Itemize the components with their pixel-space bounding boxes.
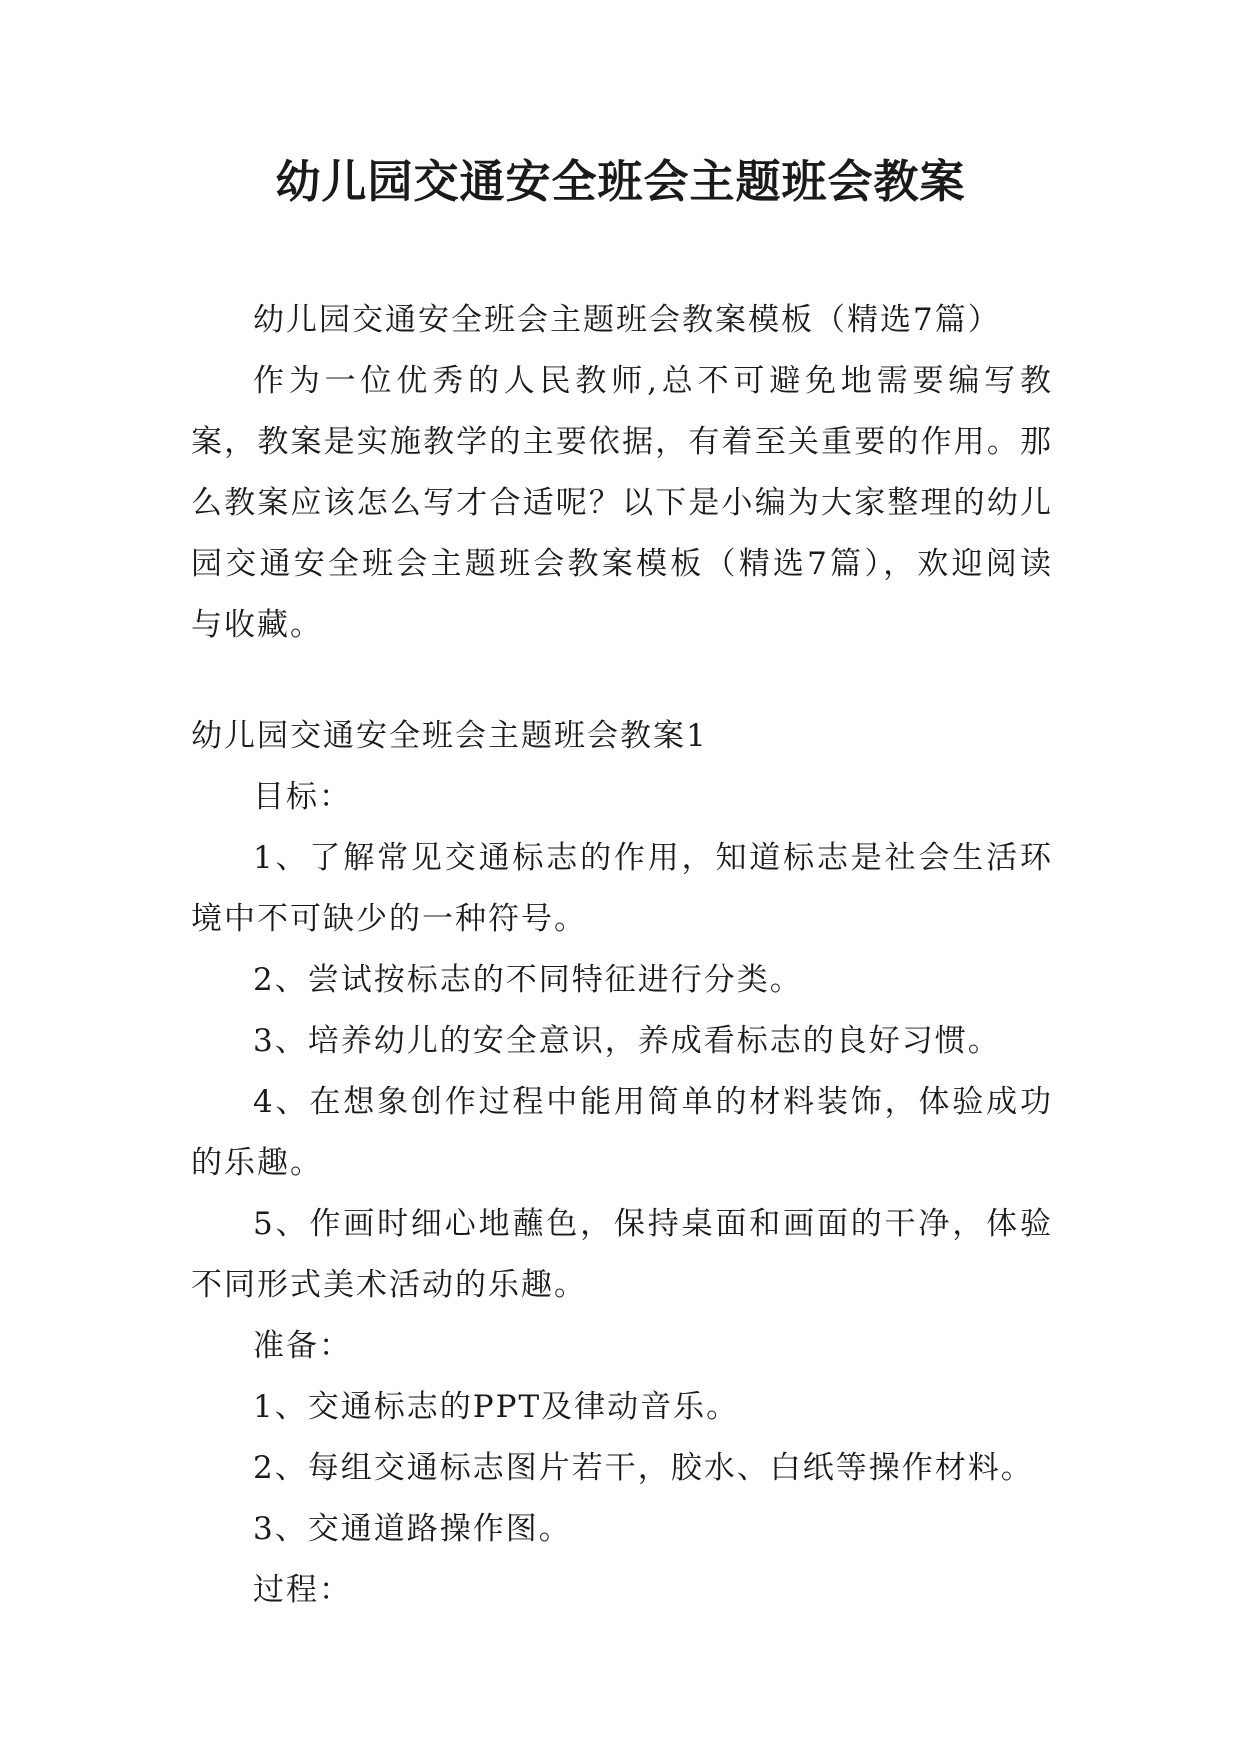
prep-item: 1、交通标志的PPT及律动音乐。 — [253, 1389, 740, 1425]
prep-item: 3、交通道路操作图。 — [253, 1511, 572, 1547]
process-label: 过程： — [253, 1572, 352, 1608]
goal-item: 4、在想象创作过程中能用简单的材料装饰，体验成功的乐趣。 — [191, 1084, 1053, 1181]
intro-paragraph: 作为一位优秀的人民教师,总不可避免地需要编写教案，教案是实施教学的主要依据，有着至关重要的作用。那么教案应该怎么写才合适呢？以下是小编为大家整理的幼儿园交通安全班会主题班会教案模板（精选7篇），欢迎阅读与收藏。 — [191, 363, 1053, 643]
goal-item: 3、培养幼儿的安全意识，养成看标志的良好习惯。 — [253, 1023, 1001, 1059]
section-spacer — [191, 656, 1053, 706]
goal-item: 1、了解常见交通标志的作用，知道标志是社会生活环境中不可缺少的一种符号。 — [191, 840, 1053, 937]
document-body — [191, 290, 1053, 1621]
prep-label: 准备： — [253, 1328, 352, 1364]
document-title: 幼儿园交通安全班会主题班会教案 — [275, 155, 966, 208]
goals-label: 目标： — [253, 779, 352, 815]
intro-subtitle: 幼儿园交通安全班会主题班会教案模板（精选7篇） — [253, 302, 1001, 338]
prep-item: 2、每组交通标志图片若干，胶水、白纸等操作材料。 — [253, 1450, 1034, 1486]
goal-item: 5、作画时细心地蘸色，保持桌面和画面的干净，体验不同形式美术活动的乐趣。 — [191, 1206, 1053, 1303]
section-heading: 幼儿园交通安全班会主题班会教案1 — [191, 718, 708, 754]
goal-item: 2、尝试按标志的不同特征进行分类。 — [253, 962, 803, 998]
